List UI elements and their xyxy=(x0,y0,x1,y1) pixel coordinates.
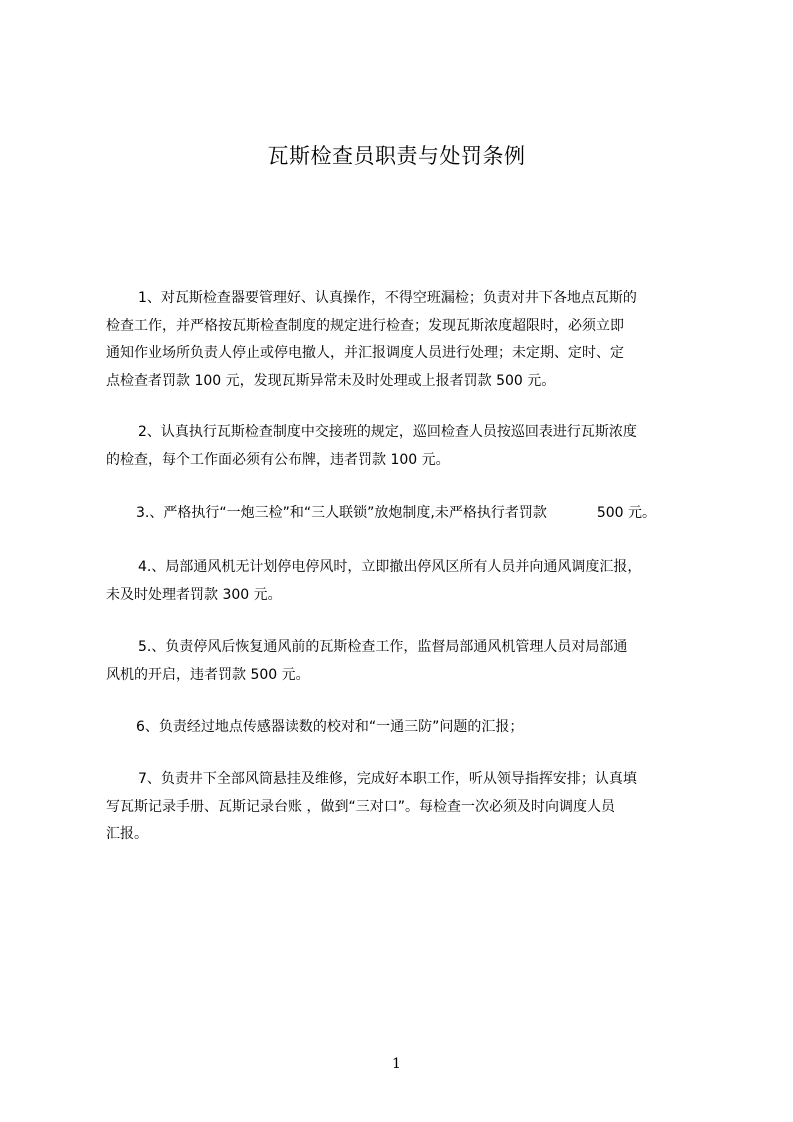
clause-1-line-3: 通知作业场所负责人停止或停电撤人，并汇报调度人员进行处理；未定期、定时、定 xyxy=(106,345,624,361)
page-number: 1 xyxy=(392,1056,401,1072)
clause-1-line-1: 1、对瓦斯检查器要管理好、认真操作，不得空班漏检；负责对井下各地点瓦斯的 xyxy=(138,290,637,306)
clause-6-line-1: 6、负责经过地点传感器读数的校对和“一通三防”问题的汇报； xyxy=(136,719,524,735)
clause-6 xyxy=(106,714,710,742)
clause-7 xyxy=(106,766,710,849)
clause-7-line-3: 汇报。 xyxy=(106,826,148,842)
clause-1-line-2: 检查工作，并严格按瓦斯检查制度的规定进行检查；发现瓦斯浓度超限时，必须立即 xyxy=(106,317,624,334)
clause-2-line-1: 2、认真执行瓦斯检查制度中交接班的规定，巡回检查人员按巡回表进行瓦斯浓度 xyxy=(138,424,637,440)
clause-4-line-2: 未及时处理者罚款 300 元。 xyxy=(106,586,282,603)
clause-5 xyxy=(106,634,710,689)
clause-2 xyxy=(106,419,710,474)
clause-3-amount: 500 元。 xyxy=(596,505,656,521)
clause-2-line-2: 的检查，每个工作面必须有公布牌，违者罚款 100 元。 xyxy=(106,451,450,468)
clause-7-line-1: 7、负责井下全部风筒悬挂及维修，完成好本职工作，听从领导指挥安排；认真填 xyxy=(138,771,637,787)
clause-4 xyxy=(106,554,710,609)
clause-1-line-4: 点检查者罚款 100 元，发现瓦斯异常未及时处理或上报者罚款 500 元。 xyxy=(106,372,556,389)
clause-4-line-1: 4.、局部通风机无计划停电停风时，立即撤出停风区所有人员并向通风调度汇报， xyxy=(138,559,642,575)
clause-5-line-1: 5.、负责停风后恢复通风前的瓦斯检查工作，监督局部通风机管理人员对局部通 xyxy=(138,639,628,655)
clause-5-line-2: 风机的开启，违者罚款 500 元。 xyxy=(106,666,310,683)
clause-1 xyxy=(106,285,710,395)
clause-3 xyxy=(106,500,710,528)
clause-7-line-2: 写瓦斯记录手册、瓦斯记录台账 ，做到“三对口”。每检查一次必须及时向调度人员 xyxy=(106,798,615,815)
document-title: 瓦斯检查员职责与处罚条例 xyxy=(267,144,526,168)
clause-3-text: 3.、严格执行“一炮三检”和“三人联锁”放炮制度,未严格执行者罚款 xyxy=(136,505,547,521)
clause-3-line-1 xyxy=(106,500,710,528)
